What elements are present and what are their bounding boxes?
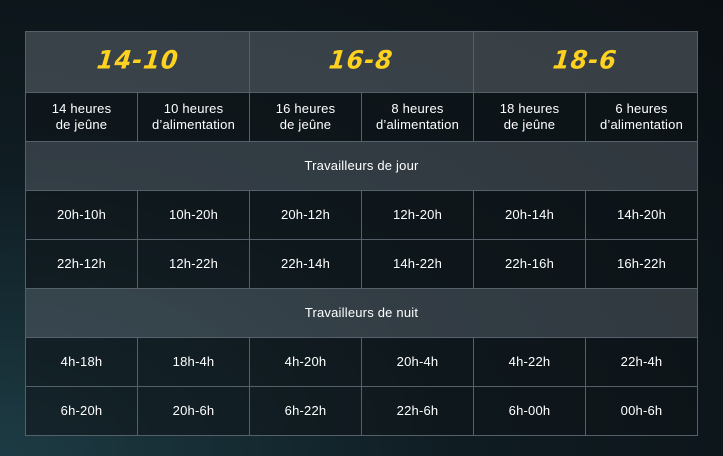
section-label-day-workers: Travailleurs de jour (26, 142, 698, 191)
time-slot-cell: 20h-6h (138, 387, 250, 436)
eating-duration-label: d’alimentation (151, 117, 235, 132)
time-slot-cell: 18h-4h (138, 338, 250, 387)
time-slot-cell: 6h-22h (250, 387, 362, 436)
fasting-duration-cell (474, 93, 586, 142)
plan-title: 14-10 (95, 45, 180, 75)
time-slot-cell: 20h-4h (362, 338, 474, 387)
eating-duration-cell (138, 93, 250, 142)
plan-title: 16-8 (327, 45, 396, 75)
fasting-duration-hours: 14 heures (51, 101, 112, 116)
time-slot-cell: 10h-20h (138, 191, 250, 240)
time-slot-cell: 22h-14h (250, 240, 362, 289)
time-slot-row (26, 191, 698, 240)
fasting-duration-hours: 18 heures (499, 101, 560, 116)
section-label-night-workers: Travailleurs de nuit (26, 289, 698, 338)
time-slot-cell: 12h-22h (138, 240, 250, 289)
eating-duration-cell (586, 93, 698, 142)
plan-header-cell (26, 32, 250, 93)
fasting-duration-label: de jeûne (55, 117, 108, 132)
time-slot-cell: 14h-22h (362, 240, 474, 289)
fasting-duration-label: de jeûne (503, 117, 556, 132)
time-slot-cell: 00h-6h (586, 387, 698, 436)
eating-duration-label: d’alimentation (599, 117, 683, 132)
time-slot-cell: 4h-20h (250, 338, 362, 387)
plan-header-cell (250, 32, 474, 93)
time-slot-row (26, 338, 698, 387)
fasting-duration-label: de jeûne (279, 117, 332, 132)
time-slot-cell: 22h-4h (586, 338, 698, 387)
plan-header-cell (474, 32, 698, 93)
eating-duration-label: d’alimentation (375, 117, 459, 132)
time-slot-cell: 12h-20h (362, 191, 474, 240)
time-slot-cell: 20h-10h (26, 191, 138, 240)
fasting-duration-cell (250, 93, 362, 142)
plan-description-row (26, 93, 698, 142)
time-slot-cell: 4h-18h (26, 338, 138, 387)
fasting-schedule-table (25, 31, 698, 436)
eating-duration-hours: 10 heures (163, 101, 224, 116)
time-slot-cell: 22h-16h (474, 240, 586, 289)
time-slot-cell: 6h-20h (26, 387, 138, 436)
time-slot-cell: 22h-12h (26, 240, 138, 289)
section-header-row (26, 142, 698, 191)
eating-duration-cell (362, 93, 474, 142)
time-slot-cell: 20h-12h (250, 191, 362, 240)
plan-header-row (26, 32, 698, 93)
time-slot-cell: 6h-00h (474, 387, 586, 436)
time-slot-cell: 14h-20h (586, 191, 698, 240)
eating-duration-hours: 8 heures (391, 101, 444, 116)
eating-duration-hours: 6 heures (615, 101, 668, 116)
time-slot-cell: 22h-6h (362, 387, 474, 436)
fasting-duration-hours: 16 heures (275, 101, 336, 116)
plan-title: 18-6 (551, 45, 620, 75)
fasting-duration-cell (26, 93, 138, 142)
time-slot-row (26, 240, 698, 289)
time-slot-cell: 16h-22h (586, 240, 698, 289)
time-slot-cell: 4h-22h (474, 338, 586, 387)
section-header-row (26, 289, 698, 338)
time-slot-cell: 20h-14h (474, 191, 586, 240)
time-slot-row (26, 387, 698, 436)
